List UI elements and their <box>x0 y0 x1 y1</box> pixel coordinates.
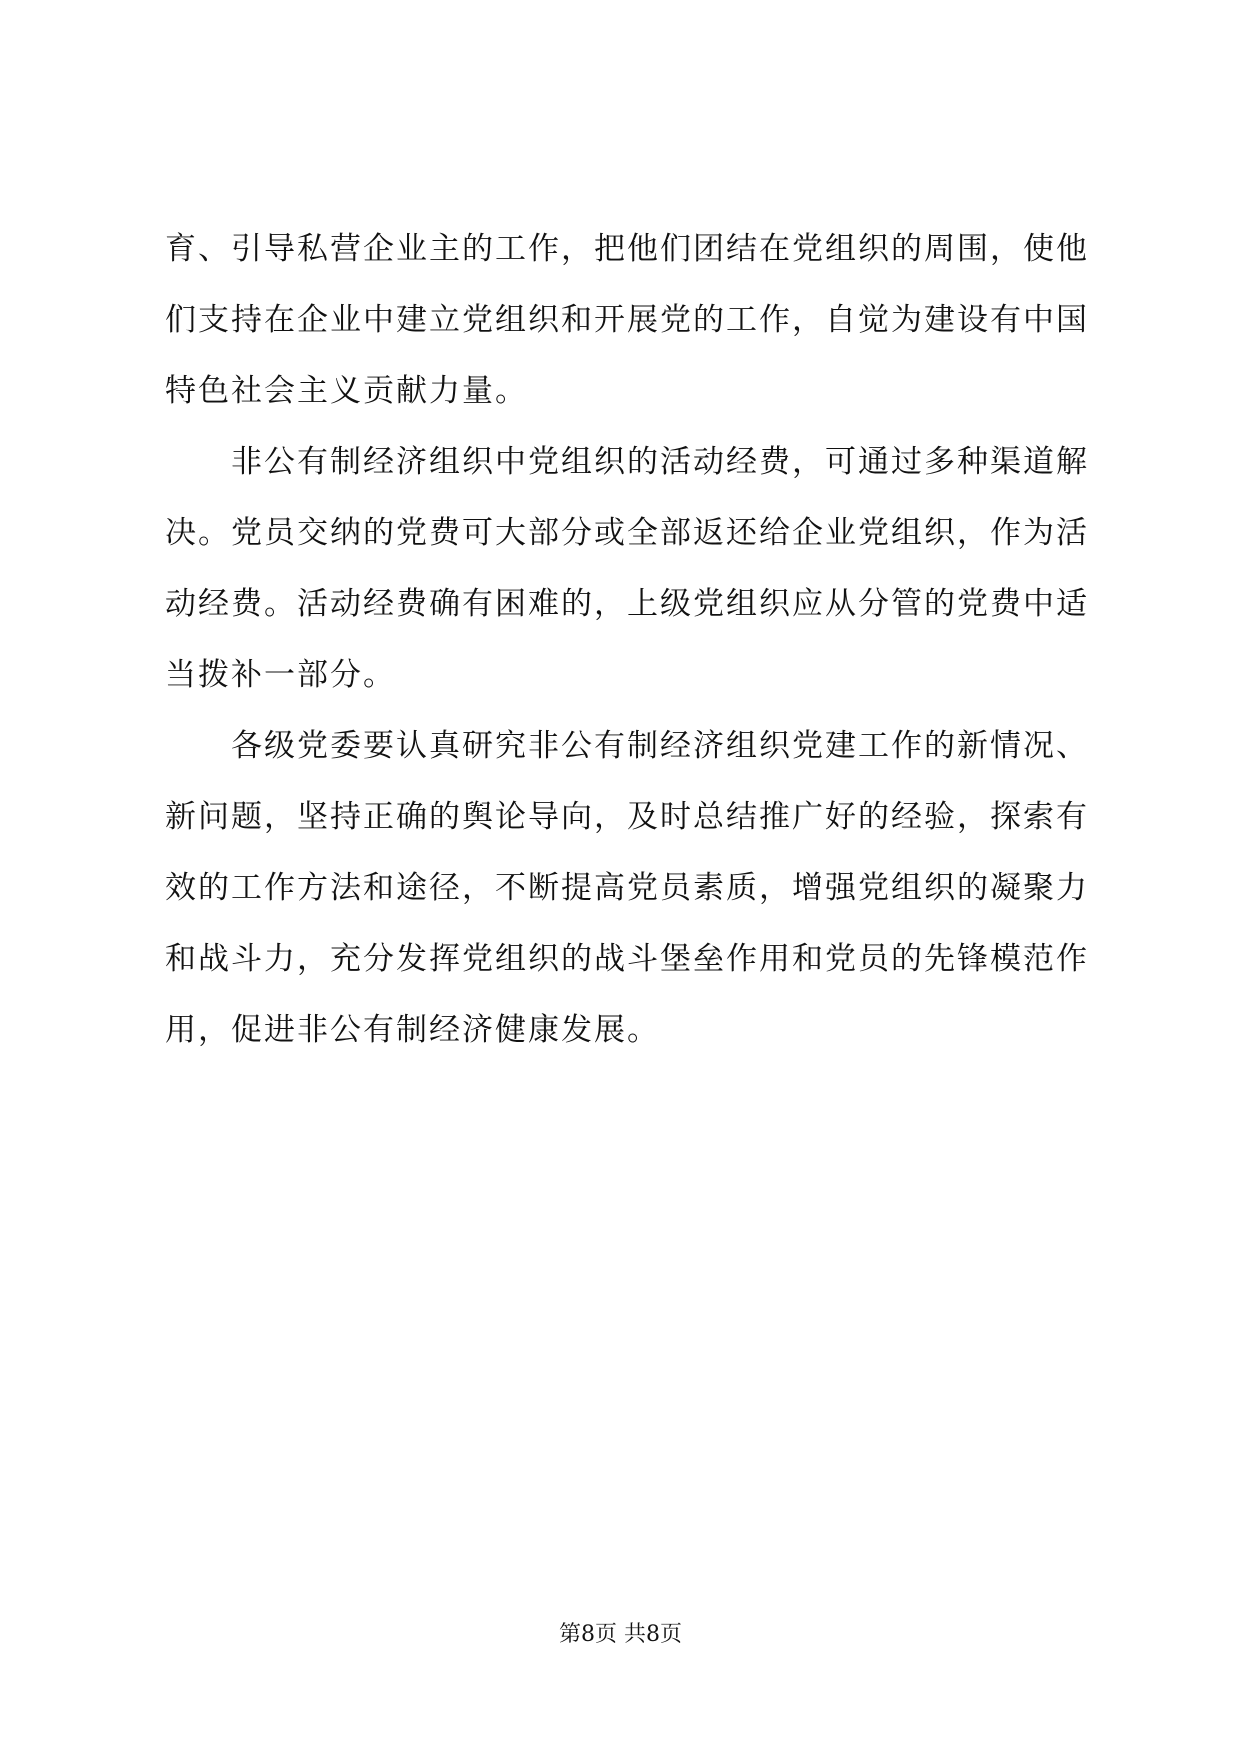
text-line: 效的工作方法和途径，不断提高党员素质，增强党组织的凝聚力 <box>165 870 1089 906</box>
page-footer: 第8页 共8页 <box>559 1622 682 1647</box>
text-line: 和战斗力，充分发挥党组织的战斗堡垒作用和党员的先锋模范作 <box>165 941 1089 977</box>
text-line: 各级党委要认真研究非公有制经济组织党建工作的新情况、 <box>165 728 1089 764</box>
text-line: 新问题，坚持正确的舆论导向，及时总结推广好的经验，探索有 <box>165 799 1089 835</box>
document-body <box>165 228 1089 1080</box>
text-line: 用，促进非公有制经济健康发展。 <box>165 1012 660 1048</box>
text-line: 当拨补一部分。 <box>165 657 396 693</box>
text-line: 非公有制经济组织中党组织的活动经费，可通过多种渠道解 <box>165 444 1089 480</box>
text-line: 特色社会主义贡献力量。 <box>165 373 528 409</box>
text-line: 育、引导私营企业主的工作，把他们团结在党组织的周围，使他 <box>165 231 1089 267</box>
text-line: 决。党员交纳的党费可大部分或全部返还给企业党组织，作为活 <box>165 515 1089 551</box>
text-line: 动经费。活动经费确有困难的，上级党组织应从分管的党费中适 <box>165 586 1089 622</box>
text-line: 们支持在企业中建立党组织和开展党的工作，自觉为建设有中国 <box>165 302 1089 338</box>
